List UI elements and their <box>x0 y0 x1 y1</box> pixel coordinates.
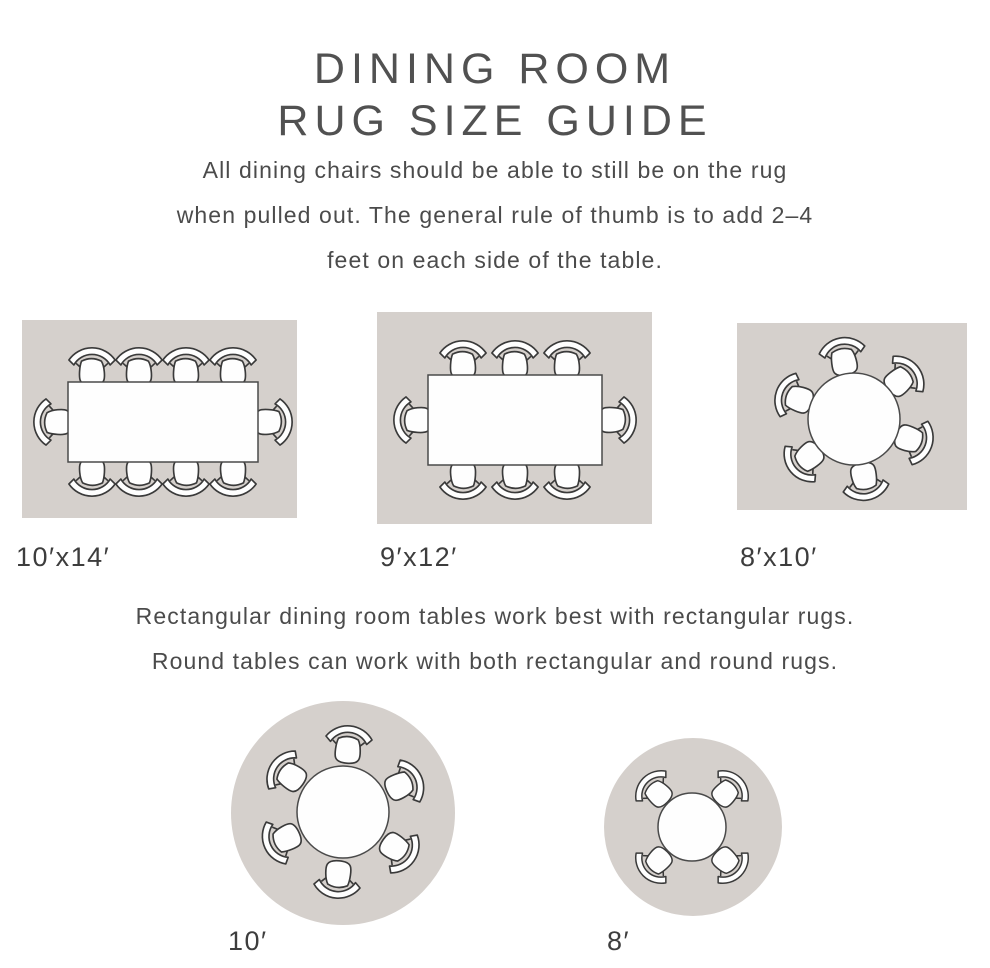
dining-table-round <box>808 373 900 465</box>
rug-size-label-10x14: 10′x14′ <box>16 542 111 572</box>
dining-table-rect <box>428 375 602 465</box>
title-line-1: DINING ROOM <box>313 44 677 93</box>
dining-table-rect <box>68 382 258 462</box>
rug-diagram-10x14 <box>22 320 297 518</box>
intro-line-3: feet on each side of the table. <box>327 247 663 273</box>
rug-size-label-9x12: 9′x12′ <box>380 542 458 572</box>
note-line-2: Round tables can work with both rectangular and round rugs. <box>151 648 839 674</box>
rug-diagram-10-round <box>228 701 458 927</box>
rug-size-label-8-round: 8′ <box>607 926 631 956</box>
intro-line-1: All dining chairs should be able to still be on the rug <box>202 157 788 183</box>
page-title <box>0 43 990 147</box>
rug-diagram-8-round <box>601 737 785 917</box>
dining-table-round <box>658 793 726 861</box>
intro-text <box>0 148 990 283</box>
intro-line-2: when pulled out. The general rule of thumb is to add 2–4 <box>176 202 814 228</box>
rug-diagram-8x10 <box>735 313 971 513</box>
rug-size-label-8x10: 8′x10′ <box>740 542 818 572</box>
rug-diagram-9x12 <box>377 312 652 524</box>
title-line-2: RUG SIZE GUIDE <box>277 96 713 145</box>
note-line-1: Rectangular dining room tables work best with rectangular rugs. <box>135 603 855 629</box>
dining-table-round <box>297 766 389 858</box>
note-text <box>0 594 990 684</box>
rug-size-label-10-round: 10′ <box>228 926 268 956</box>
